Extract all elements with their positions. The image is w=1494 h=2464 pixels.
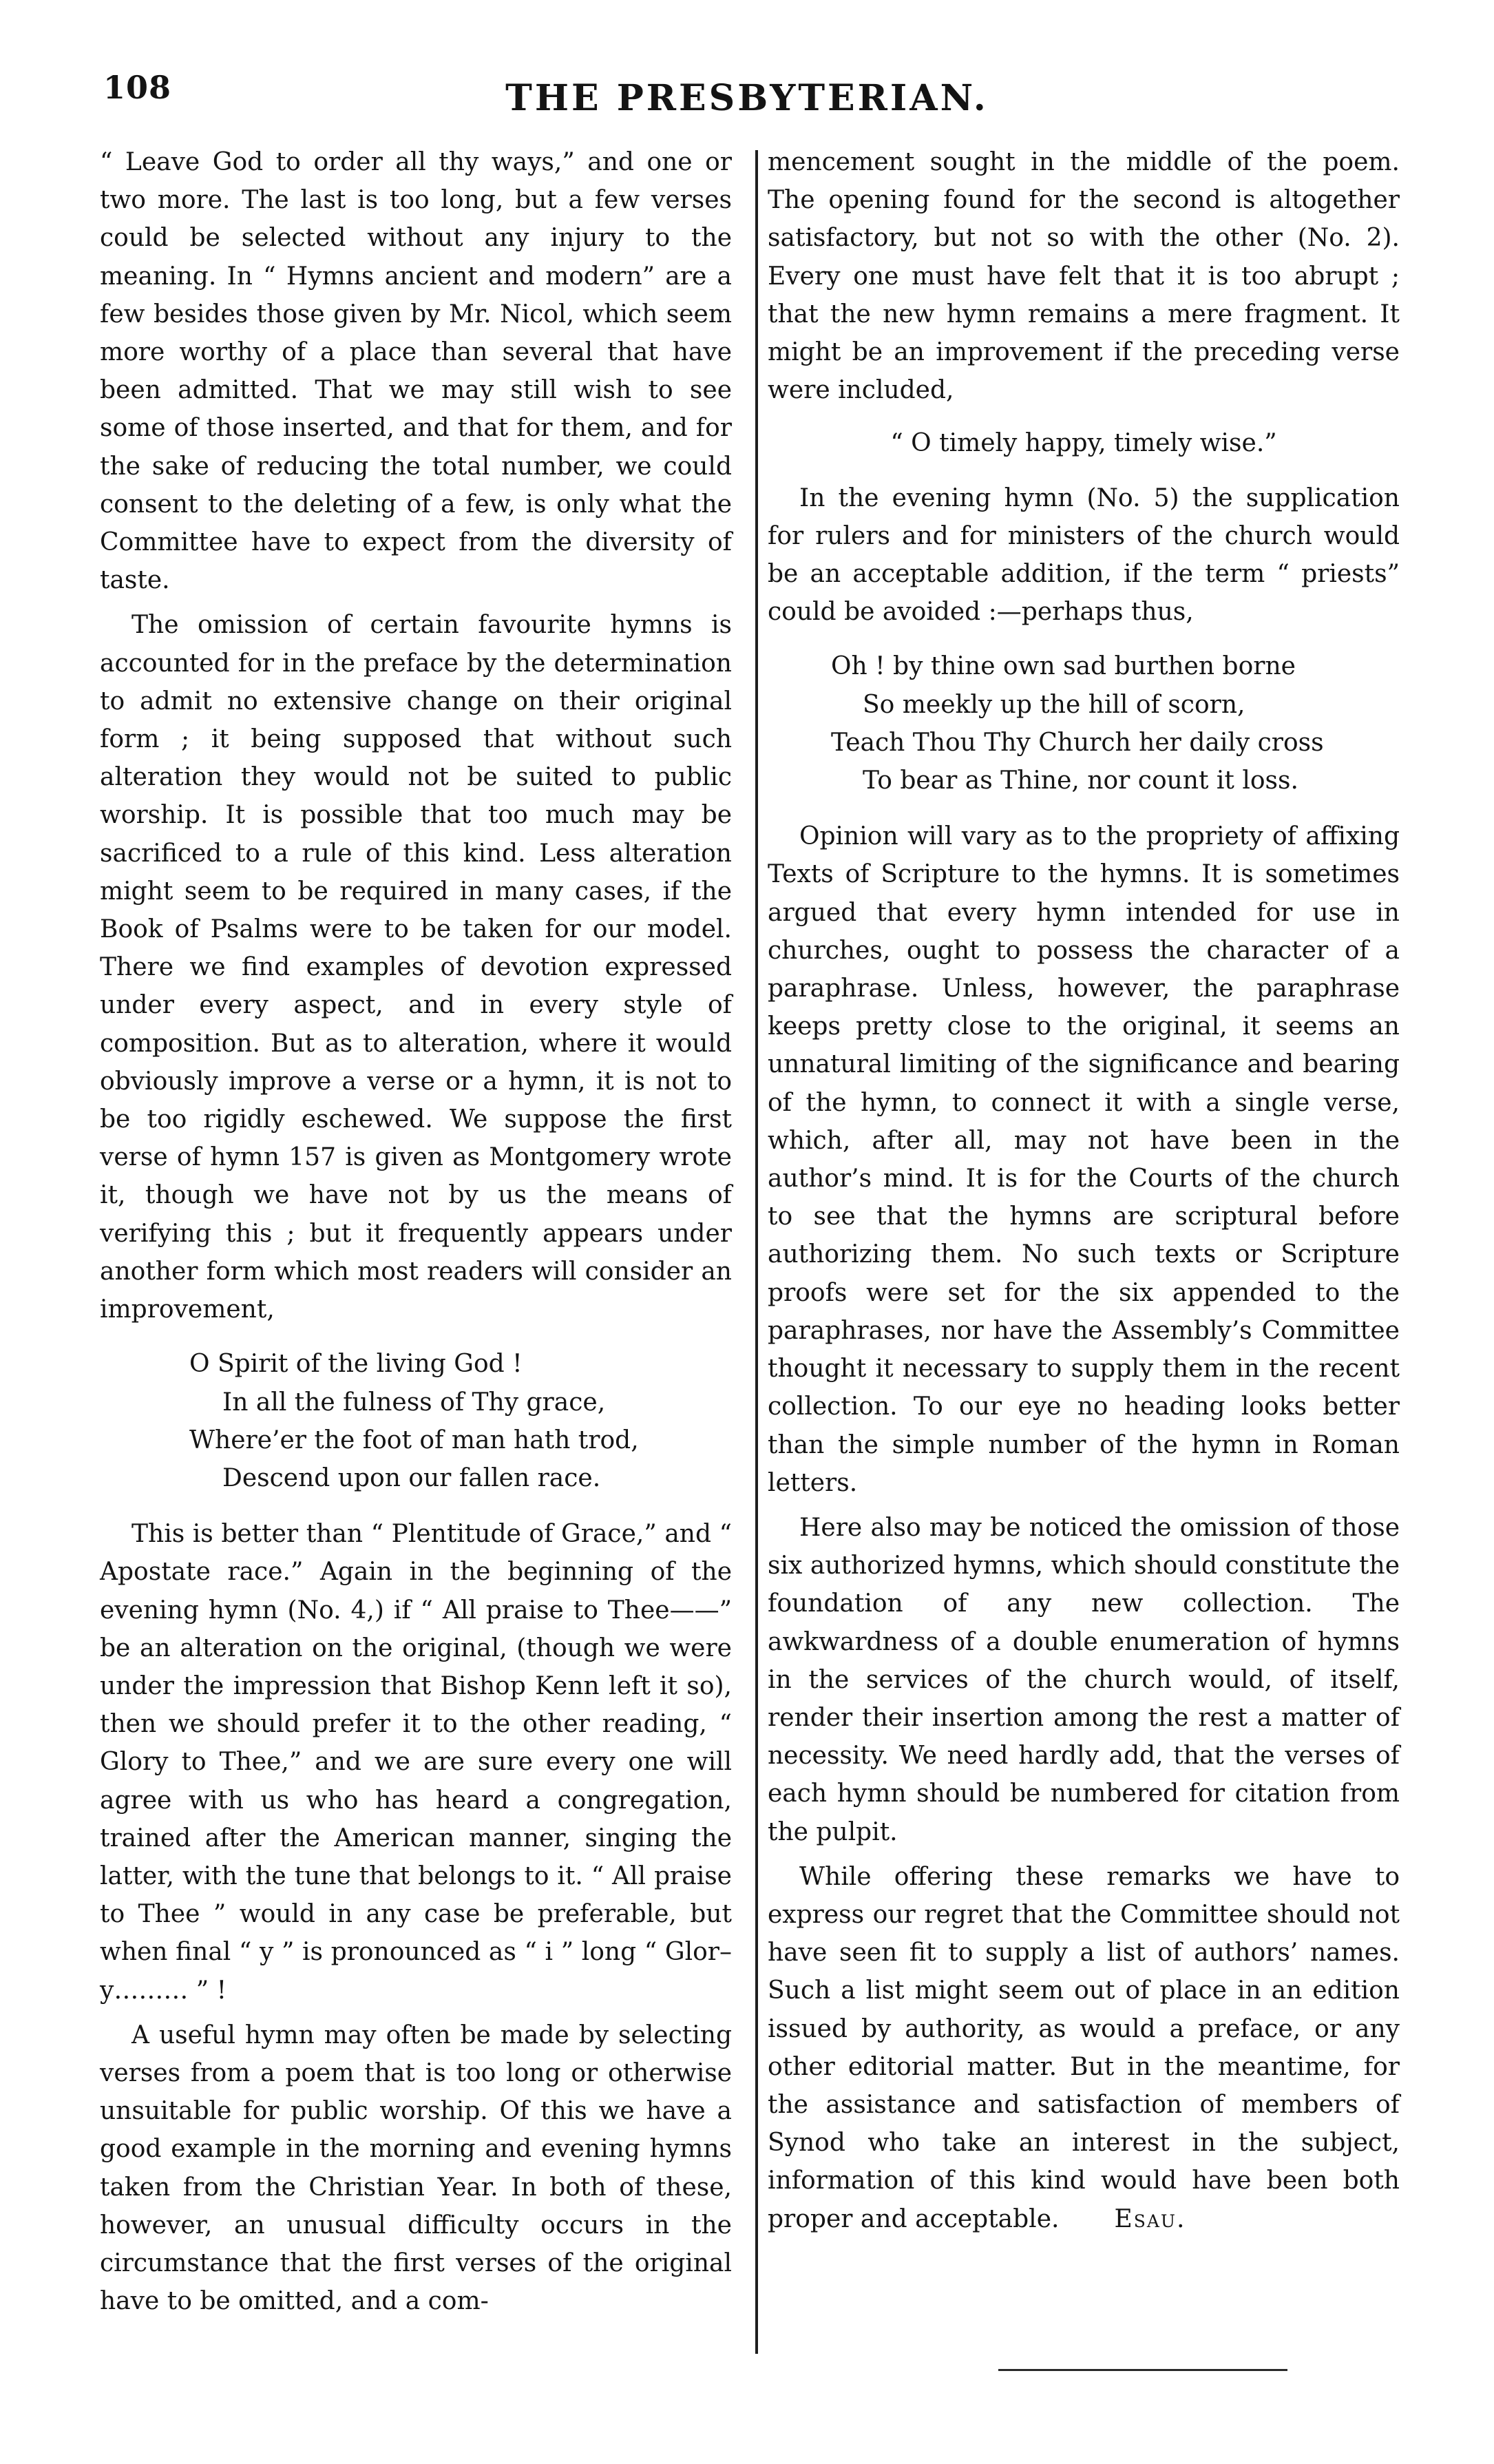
quoted-line: “ O timely happy, timely wise.” <box>890 429 1277 458</box>
verse-line: Descend upon our fallen race. <box>222 1463 601 1492</box>
paragraph: In the evening hymn (No. 5) the supplication for rulers and for ministers of the church would be an acceptable addition, if the term “ priests” could be avoided :—perhaps thus, <box>768 483 1400 627</box>
page-number: 108 <box>103 69 172 106</box>
paragraph: The omission of certain favourite hymns is accounted for in the preface by the determination to admit no extensive change on their original form ; it being supposed that without such alteration they would not be suited to public worship. It is possible that too much may be sacrificed to a rule of this kind. Less alteration might seem to be required in many cases, if the Book of Psalms were to be taken for our model. There we find examples of devotion expressed under every aspect, and in every style of composition. But as to alteration, where it would obviously improve a verse or a hymn, it is not to be too rigidly eschewed. We suppose the first verse of hymn 157 is given as Montgomery wrote it, though we have not by us the means of verifying this ; but it frequently appears under another form which most readers will consider an improvement, <box>100 611 732 1324</box>
verse-line: In all the fulness of Thy grace, <box>222 1388 606 1417</box>
hymn-verse <box>768 647 1400 800</box>
verse-line: Oh ! by thine own sad burthen borne <box>831 652 1296 681</box>
verse-line: So meekly up the hill of scorn, <box>863 690 1245 719</box>
paragraph: This is better than “ Plentitude of Grace,” and “ Apostate race.” Again in the beginning of the evening hymn (No. 4,) if “ All praise to Thee——” be an alteration on the original, (though we were under the impression that Bishop Kenn left it so), then we should prefer it to the other reading, “ Glory to Thee,” and we are sure every one will agree with us who has heard a congregation, trained after the American manner, singing the latter, with the tune that belongs to it. “ All praise to Thee ” would in any case be preferable, but when final “ y ” is pronounced as “ i ” long “ Glor–y……… ” ! <box>100 1520 732 2005</box>
paragraph-text: While offering these remarks we have to express our regret that the Committee should not have seen fit to supply a list of authors’ names. Such a list might seem out of place in an edition issued by authority, as would a preface, or any other editorial matter. But in the meantime, for the assistance and satisfaction of members of Synod who take an interest in the subject, information of this kind would have been both proper and acceptable. <box>768 1862 1400 2233</box>
verse-line: O Spirit of the living God ! <box>189 1350 523 1379</box>
paragraph: Here also may be noticed the omission of those six authorized hymns, which should constitute the foundation of any new collection. The awkwardness of a double enumeration of hymns in the services of the church would, of itself, render their insertion among the rest a matter of necessity. We need hardly add, that the verses of each hymn should be numbered for citation from the pulpit. <box>768 1513 1400 1846</box>
end-rule <box>998 2369 1287 2371</box>
paragraph: mencement sought in the middle of the poem. The opening found for the second is altogether satisfactory, but not so with the other (No. 2). Every one must have felt that it is too abrupt ; that the new hymn remains a mere fragment. It might be an improvement if the preceding verse were included, <box>768 148 1400 405</box>
paragraph: Opinion will vary as to the propriety of affixing Texts of Scripture to the hymns. It is sometimes argued that every hymn intended for use in churches, ought to possess the character of a paraphrase. Unless, however, the paraphrase keeps pretty close to the original, it seems an unnatural limiting of the significance and bearing of the hymn, to connect it with a single verse, which, after all, may not have been in the author’s mind. It is for the Courts of the church to see that the hymns are scriptural before authorizing them. No such texts or Scripture proofs were set for the six appended to the paraphrases, nor have the Assembly’s Committee thought it necessary to supply them in the recent collection. To our eye no heading looks better than the simple number of the hymn in Roman letters. <box>768 822 1400 1497</box>
right-column <box>768 143 1400 2245</box>
left-column <box>100 143 732 2327</box>
verse-line: To bear as Thine, nor count it loss. <box>863 766 1298 795</box>
hymn-verse <box>100 1345 732 1497</box>
column-rule <box>755 150 758 2354</box>
verse-line: Where’er the foot of man hath trod, <box>189 1426 639 1454</box>
verse-line: Teach Thou Thy Church her daily cross <box>831 728 1324 757</box>
paragraph: A useful hymn may often be made by selecting verses from a poem that is too long or otherwise unsuitable for public worship. Of this we have a good example in the morning and evening hymns taken from the Christian Year. In both of these, however, an unusual difficulty occurs in the circumstance that the first verses of the original have to be omitted, and a com- <box>100 2021 732 2316</box>
paragraph <box>768 1858 1400 2238</box>
author-signature: Esau. <box>1114 2204 1186 2233</box>
paragraph: “ Leave God to order all thy ways,” and one or two more. The last is too long, but a few verses could be selected without any injury to the meaning. In “ Hymns ancient and modern” are a few besides those given by Mr. Nicol, which seem more worthy of a place than several that have been admitted. That we may still wish to see some of those inserted, and that for them, and for the sake of reducing the total number, we could consent to the deleting of a few, is only what the Committee have to expect from the diversity of taste. <box>100 148 732 595</box>
running-title: THE PRESBYTERIAN. <box>505 77 989 119</box>
